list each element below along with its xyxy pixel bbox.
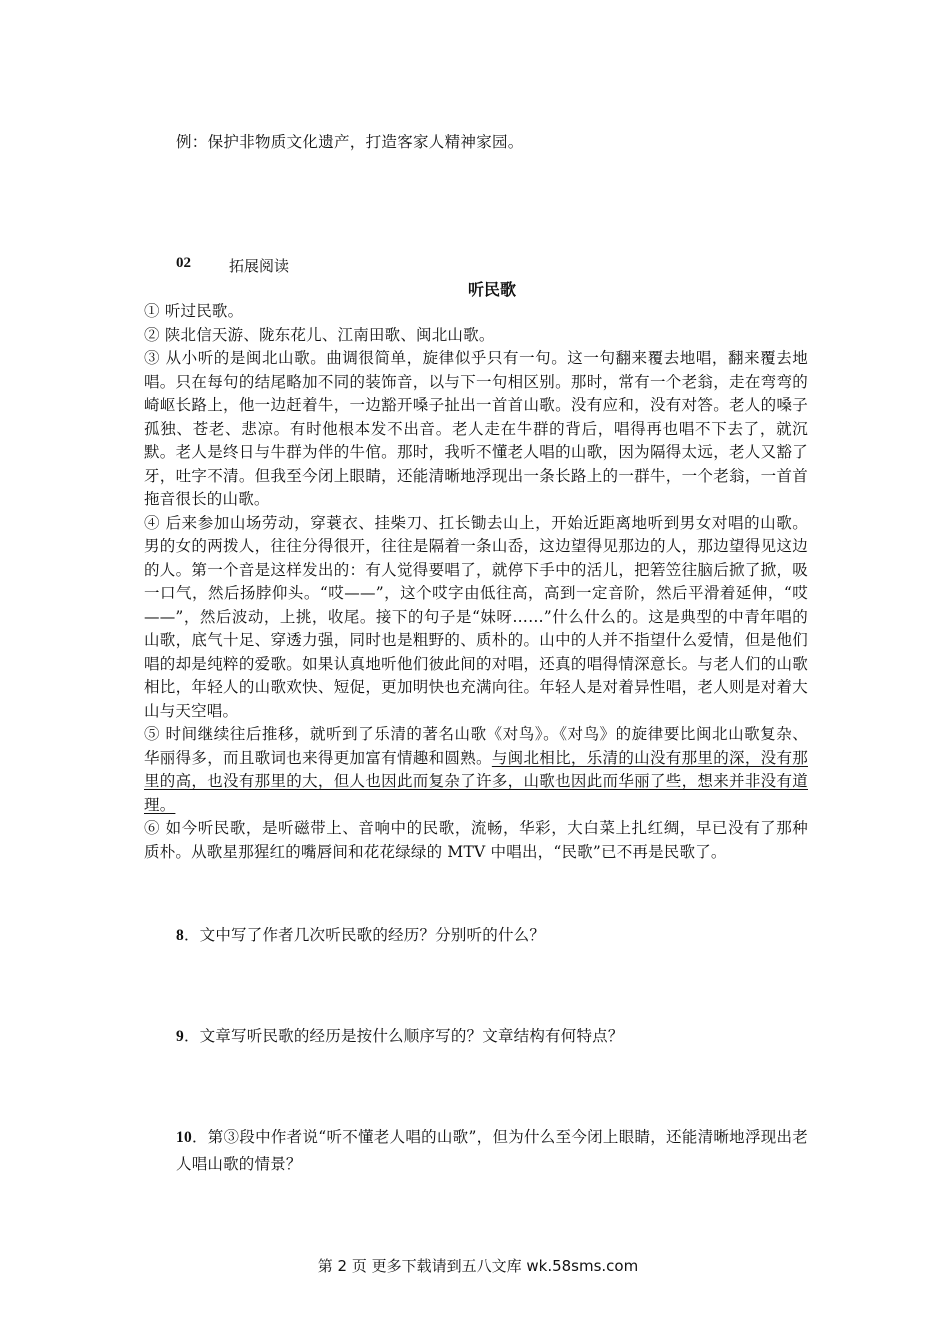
paragraph-5-text: ⑤ 时间继续往后推移，就听到了乐清的著名山歌《对鸟》。《对鸟》的旋律要比闽北山歌复杂、华丽得多，而且歌词也来得更加富有情趣和圆熟。 (144, 725, 808, 767)
section-title: 拓展阅读 (229, 257, 290, 275)
paragraph-5 (144, 723, 808, 817)
question-8 (144, 922, 808, 949)
paragraph-4: ④ 后来参加山场劳动，穿蓑衣、挂柴刀、扛长锄去山上，开始近距离地听到男女对唱的山歌。男的女的两拨人，往往分得很开，往往是隔着一条山岙，这边望得见那边的人，那边望得见这边的人。第一个音是这样发出的：有人觉得要唱了，就停下手中的活儿，把箬笠往脑后掀了掀，吸一口气，然后扬脖仰头。“哎——”，这个哎字由低往高，高到一定音阶，然后平滑着延伸，“哎——”，然后波动，上挑，收尾。接下的句子是“妹呀……”什么什么的。这是典型的中青年唱的山歌，底气十足、穿透力强，同时也是粗野的、质朴的。山中的人并不指望什么爱情，但是他们唱的却是纯粹的爱歌。如果认真地听他们彼此间的对唱，还真的唱得情深意长。与老人们的山歌相比，年轻人的山歌欢快、短促，更加明快也充满向往。年轻人是对着异性唱，老人则是对着大山与天空唱。 (144, 513, 808, 720)
question-10 (144, 1124, 808, 1177)
question-text: ．第③段中作者说“听不懂老人唱的山歌”，但为什么至今闭上眼睛，还能清晰地浮现出老人唱山歌的情景？ (176, 1128, 808, 1173)
question-number: 8 (176, 927, 184, 944)
article-title: 听民歌 (467, 280, 516, 299)
question-number: 9 (176, 1028, 184, 1045)
paragraph-2: ② 陕北信天游、陇东花儿、江南田歌、闽北山歌。 (144, 325, 495, 344)
question-9 (144, 1023, 808, 1050)
paragraph-3: ③ 从小听的是闽北山歌。曲调很简单，旋律似乎只有一句。这一句翻来覆去地唱，翻来覆去地唱。只在每句的结尾略加不同的装饰音，以与下一句相区别。那时，常有一个老翁，走在弯弯的崎岖长路上，他一边赶着牛，一边豁开嗓子扯出一首首山歌。没有应和，没有对答。老人的嗓子孤独、苍老、悲凉。有时他根本发不出音。老人走在牛群的背后，唱得再也唱不下去了，就沉默。老人是终日与牛群为伴的牛倌。那时，我听不懂老人唱的山歌，因为隔得太远，老人又豁了牙，吐字不清。但我至今闭上眼睛，还能清晰地浮现出一条长路上的一群牛，一个老翁，一首首拖音很长的山歌。 (144, 349, 808, 508)
question-number: 10 (176, 1129, 192, 1146)
example-answer-line: 例：保护非物质文化遗产，打造客家人精神家园。 (176, 133, 524, 151)
page-footer: 第 2 页 更多下载请到五八文库 wk.58sms.com (317, 1257, 639, 1275)
paragraph-6: ⑥ 如今听民歌，是听磁带上、音响中的民歌，流畅，华彩，大白菜上扎红绸，早已没有了那种质朴。从歌星那猩红的嘴唇间和花花绿绿的 MTV 中唱出，“民歌”已不再是民歌了。 (144, 819, 808, 861)
question-text: ．文章写听民歌的经历是按什么顺序写的？文章结构有何特点？ (183, 1027, 624, 1045)
question-text: ．文中写了作者几次听民歌的经历？分别听的什么？ (183, 926, 546, 944)
section-number: 02 (176, 255, 191, 271)
article-body (144, 300, 808, 864)
paragraph-1: ① 听过民歌。 (144, 302, 244, 320)
paragraph-5-underlined-text: 与闽北相比，乐清的山没有那里的深，没有那里的高，也没有那里的大，但人也因此而复杂了许多，山歌也因此而华丽了些，想来并非没有道理。 (144, 748, 808, 814)
